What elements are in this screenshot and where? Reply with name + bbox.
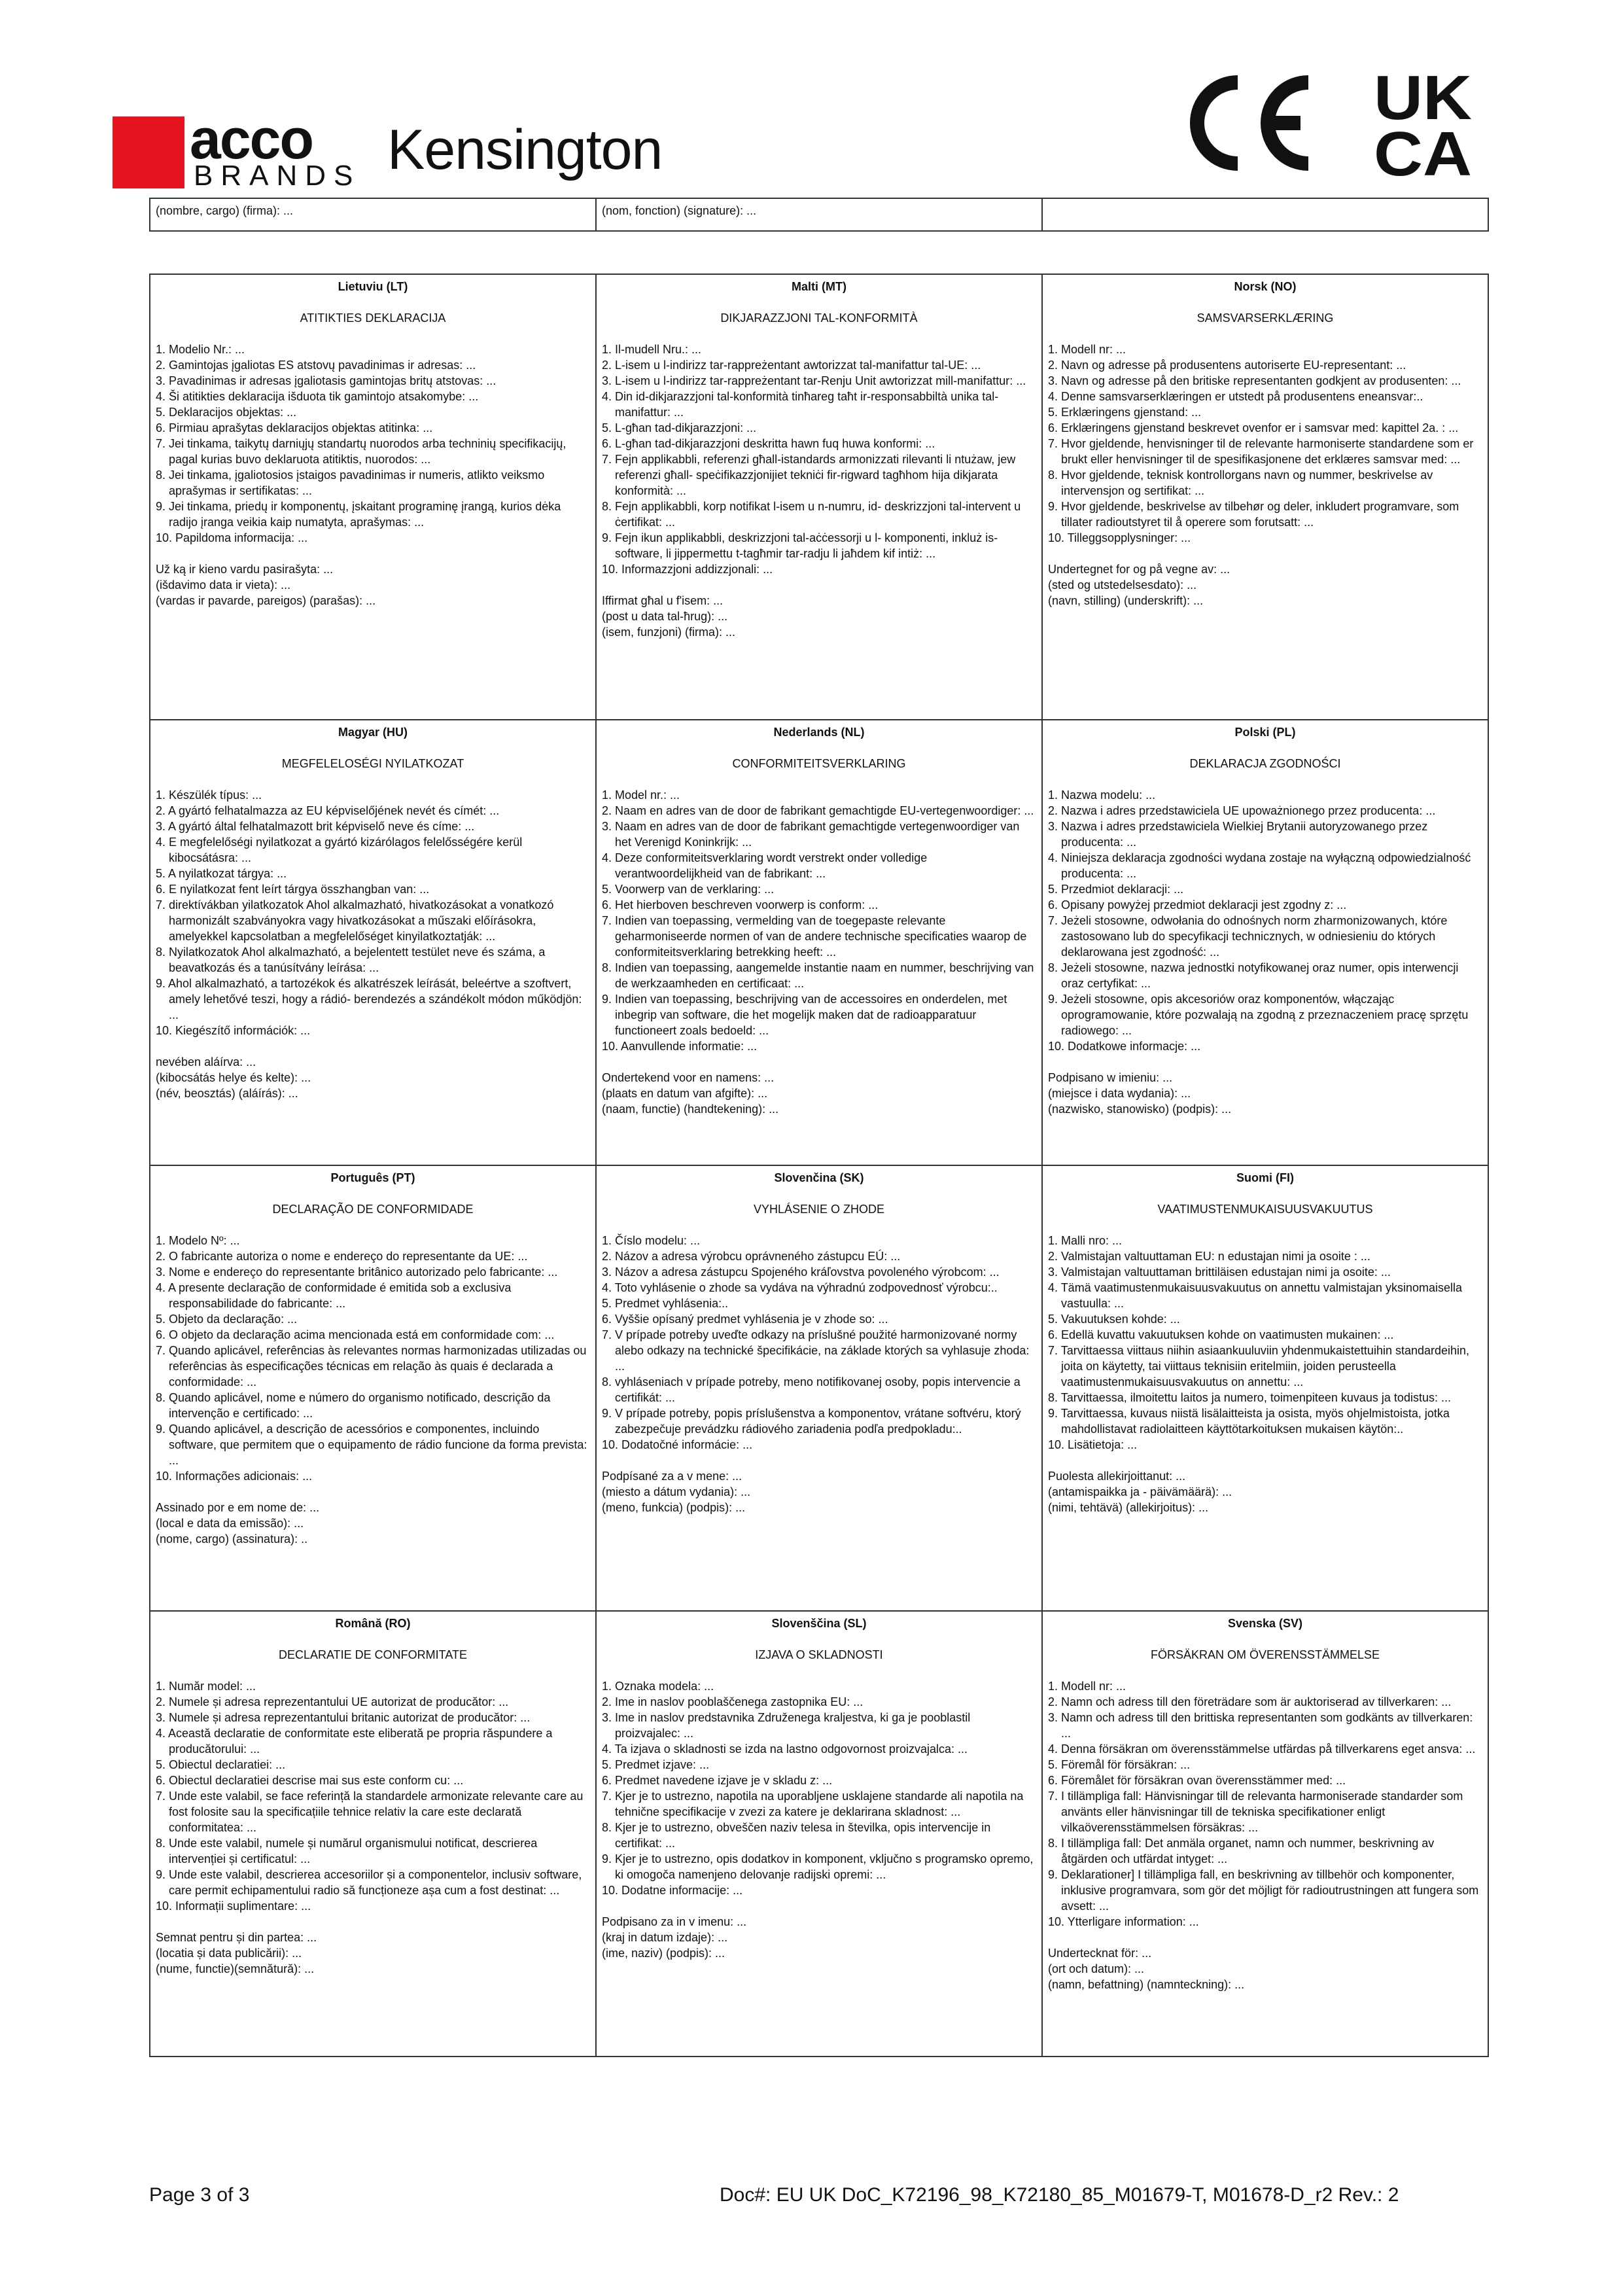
declaration-item: 9. Jeżeli stosowne, opis akcesoriów oraz komponentów, włączając oprogramowanie, które pozwalają na zgodną z przeznaczeniem pracę sprzętu radiowego: ... (1048, 993, 1469, 1037)
declaration-item: 8. Nyilatkozatok Ahol alkalmazható, a bejelentett testület neve és száma, a beavatkozás és a tanúsítvány leírása: ... (156, 945, 546, 974)
declaration-item: 3. Nome e endereço do representante britânico autorizado pelo fabricante: ... (156, 1265, 558, 1279)
signature-line: (locatia și data publicării): ... (156, 1947, 302, 1960)
signature-line: (ime, naziv) (podpis): ... (602, 1947, 725, 1960)
declaration-item: 5. Föremål för försäkran: ... (1048, 1758, 1191, 1771)
declaration-item: 6. Obiectul declaratiei descrise mai sus este conform cu: ... (156, 1774, 464, 1787)
language-heading: Suomi (FI) (1236, 1171, 1294, 1184)
signature-line: (meno, funkcia) (podpis): ... (602, 1501, 746, 1514)
declaration-item: 2. Gamintojas įgaliotas ES atstovų pavadinimas ir adresas: ... (156, 359, 476, 372)
declaration-item: 4. Din id-dikjarazzjoni tal-konformità tinħareg taħt ir-responsabbiltà unika tal- manifattur: ... (602, 390, 999, 419)
declaration-item: 6. O objeto da declaração acima mencionada está em conformidade com: ... (156, 1328, 555, 1341)
declaration-item: 1. Číslo modelu: ... (602, 1234, 701, 1247)
signature-block (1048, 1945, 1482, 1992)
declaration-items (156, 1233, 590, 1484)
kensington-wordmark: Kensington (387, 118, 663, 181)
declaration-item: 8. Indien van toepassing, aangemelde instantie naam en nummer, beschrijving van de werkzaamheden en certificaat: ... (602, 961, 1034, 990)
language-heading: Lietuviu (LT) (338, 280, 408, 293)
signature-line: Assinado por e em nome de: ... (156, 1501, 320, 1514)
declaration-item: 10. Tilleggsopplysninger: ... (1048, 531, 1191, 544)
declarations-row (150, 1611, 1488, 2057)
declaration-item: 8. vyhláseniach v prípade potreby, meno notifikovanej osoby, popis intervencie a certifikát: ... (602, 1375, 1021, 1404)
signature-line: (sted og utstedelsesdato): ... (1048, 578, 1197, 592)
declaration-item: 5. Vakuutuksen kohde: ... (1048, 1313, 1180, 1326)
declaration-item: 1. Model nr.: ... (602, 788, 680, 802)
declaration-title: DEKLARACJA ZGODNOŚCI (1189, 757, 1341, 770)
declaration-item: 1. Modell nr: ... (1048, 1680, 1126, 1693)
declaration-title: CONFORMITEITSVERKLARING (732, 757, 906, 770)
declaration-item: 6. Het hierboven beschreven voorwerp is conform: ... (602, 898, 879, 911)
declaration-item: 2. Navn og adresse på produsentens autoriserte EU-representant: ... (1048, 359, 1406, 372)
declaration-items (1048, 1678, 1482, 1930)
declaration-item: 6. Edellä kuvattu vakuutuksen kohde on vaatimusten mukainen: ... (1048, 1328, 1394, 1341)
declaration-items (1048, 1233, 1482, 1453)
declaration-item: 10. Informazzjoni addizzjonali: ... (602, 563, 773, 576)
declaration-items (602, 342, 1036, 577)
declaration-item: 10. Ytterligare information: ... (1048, 1915, 1199, 1928)
declaration-item: 2. O fabricante autoriza o nome e endereço do representante da UE: ... (156, 1250, 528, 1263)
declaration-cell (596, 1611, 1042, 2057)
signature-line: Iffirmat għal u f'isem: ... (602, 594, 724, 607)
declaration-item: 8. Tarvittaessa, ilmoitettu laitos ja numero, toimenpiteen kuvaus ja todistus: ... (1048, 1391, 1451, 1404)
declaration-title: DIKJARAZZJONI TAL-KONFORMITÀ (720, 311, 918, 325)
declaration-item: 6. Predmet navedene izjave je v skladu z: ... (602, 1774, 833, 1787)
signature-line: (namn, befattning) (namnteckning): ... (1048, 1978, 1245, 1991)
declaration-item: 4. Ta izjava o skladnosti se izda na lastno odgovornost proizvajalca: ... (602, 1742, 968, 1756)
declaration-item: 10. Lisätietoja: ... (1048, 1438, 1138, 1451)
declaration-item: 7. Kjer je to ustrezno, napotila na uporabljene usklajene standarde ali napotila na tehnične specifikacije v zvezi za katere je deklarirana skladnost: ... (602, 1790, 1024, 1818)
declaration-item: 4. E megfelelőségi nyilatkozat a gyártó kizárólagos felelősségére kerül kibocsátásra: ... (156, 836, 523, 864)
acco-kensington-logo (113, 108, 701, 192)
signature-line: Puolesta allekirjoittanut: ... (1048, 1470, 1186, 1483)
declaration-item: 9. Tarvittaessa, kuvaus niistä lisälaitteista ja osista, myös ohjelmistoista, jotka mahdollistavat radiolaitteen käyttötarkoituksen mukaisen käytön:.. (1048, 1407, 1450, 1436)
declaration-item: 7. I tillämpliga fall: Hänvisningar till de relevanta harmoniserade standarder som använts eller hänvisningar till de tekniska specifikationer enligt vilkaöverensstämmelsen försäkras: ... (1048, 1790, 1463, 1834)
declaration-item: 9. Kjer je to ustrezno, opis dodatkov in komponent, vključno s programsko opremo, ki omogoča namenjeno delovanje radijski opremi: ... (602, 1852, 1034, 1881)
declaration-item: 8. I tillämpliga fall: Det anmäla organet, namn och nummer, beskrivning av åtgärden och utfärdat intyget: ... (1048, 1837, 1435, 1865)
declaration-cell (1042, 1611, 1488, 2057)
signature-line: (naam, functie) (handtekening): ... (602, 1103, 779, 1116)
declaration-item: 6. L-għan tad-dikjarazzjoni deskritta hawn fuq huwa konformi: ... (602, 437, 935, 450)
declaration-item: 6. Erklæringens gjenstand beskrevet ovenfor er i samsvar med: kapittel 2a. : ... (1048, 421, 1459, 434)
declaration-item: 6. Vyššie opísaný predmet vyhlásenia je v zhode so: ... (602, 1313, 888, 1326)
declaration-item: 5. Obiectul declaratiei: ... (156, 1758, 286, 1771)
ce-ukca-marks (1178, 65, 1492, 183)
declarations-body (150, 274, 1488, 2057)
declaration-items (156, 342, 590, 546)
signature-line: Undertecknat för: ... (1048, 1947, 1152, 1960)
declaration-item: 4. A presente declaração de conformidade é emitida sob a exclusiva responsabilidade do fabricante: ... (156, 1281, 512, 1310)
declaration-item: 7. Jei tinkama, taikytų darniųjų standartų nuorodos arba techninių specifikacijų, pagal kurias buvo deklaruota atitiktis, nuorodos: ... (156, 437, 567, 466)
declaration-item: 4. Deze conformiteitsverklaring wordt verstrekt onder volledige verantwoordelijkheid van de fabrikant: ... (602, 851, 928, 880)
declaration-item: 7. Tarvittaessa viittaus niihin asiaankuuluviin yhdenmukaistettuihin standardeihin, joita on käytetty, tai viittaus teknisiin eritelmiin, joiden perusteella vaatimustenmukaisuusvakuutus on annettu: ... (1048, 1344, 1470, 1388)
top-strip-cell: (nom, fonction) (signature): ... (596, 198, 1042, 231)
declaration-title: DECLARATIE DE CONFORMITATE (278, 1648, 468, 1661)
declarations-row (150, 1165, 1488, 1611)
signature-block (156, 1930, 590, 1977)
declaration-item: 1. Modell nr: ... (1048, 343, 1126, 356)
declaration-item: 4. Denna försäkran om överensstämmelse utfärdas på tillverkarens eget ansva: ... (1048, 1742, 1476, 1756)
brands-wordmark: BRANDS (194, 160, 361, 192)
declaration-item: 4. Niniejsza deklaracja zgodności wydana zostaje na wyłączną odpowiedzialność producenta: ... (1048, 851, 1471, 880)
declaration-items (602, 787, 1036, 1054)
declaration-item: 3. L-isem u l-indirizz tar-rappreżentant tar-Renju Unit awtorizzat mill-manifattur: ... (602, 374, 1026, 387)
uk-mark-text: UK (1374, 65, 1472, 133)
declaration-item: 2. L-isem u l-indirizz tar-rappreżentant awtorizzat tal-manifattur tal-UE: ... (602, 359, 981, 372)
declaration-item: 3. Naam en adres van de door de fabrikant gemachtigde vertegenwoordiger van het Verenigd Koninkrijk: ... (602, 820, 1020, 849)
declaration-items (156, 1678, 590, 1914)
declaration-item: 5. Przedmiot deklaracji: ... (1048, 883, 1184, 896)
declaration-item: 9. Jei tinkama, priedų ir komponentų, įskaitant programinę įrangą, kurios dėka radijo įranga veikia kaip numatyta, aprašymas: ... (156, 500, 561, 529)
signature-line: Ondertekend voor en namens: ... (602, 1071, 775, 1084)
declarations-table (149, 274, 1489, 2057)
signature-line: (nimi, tehtävä) (allekirjoitus): ... (1048, 1501, 1209, 1514)
signature-line: (vardas ir pavarde, pareigos) (parašas): ... (156, 594, 376, 607)
declaration-item: 6. Pirmiau aprašytas deklaracijos objektas atitinka: ... (156, 421, 433, 434)
declarations-row (150, 720, 1488, 1165)
declaration-item: 1. Il-mudell Nru.: ... (602, 343, 702, 356)
signature-line: nevében aláírva: ... (156, 1055, 256, 1069)
declaration-item: 7. Indien van toepassing, vermelding van de toegepaste relevante geharmoniseerde normen of van de andere technische specificaties waarop de conformiteitsverklaring betrekking heeft: ... (602, 914, 1027, 959)
declaration-item: 8. Hvor gjeldende, teknisk kontrollorgans navn og nummer, beskrivelse av intervensjon og sertifikat: ... (1048, 468, 1433, 497)
signature-block (156, 1500, 590, 1547)
signature-line: (miejsce i data wydania): ... (1048, 1087, 1191, 1100)
declaration-item: 6. E nyilatkozat fent leírt tárgya összhangban van: ... (156, 883, 430, 896)
signature-line: (miesto a dátum vydania): ... (602, 1485, 751, 1498)
declaration-item: 8. Jeżeli stosowne, nazwa jednostki notyfikowanej oraz numer, opis interwencji oraz certyfikat: ... (1048, 961, 1459, 990)
declaration-item: 1. Oznaka modela: ... (602, 1680, 714, 1693)
language-heading: Slovenčina (SK) (774, 1171, 864, 1184)
declaration-item: 1. Număr model: ... (156, 1680, 256, 1693)
declaration-cell (1042, 1165, 1488, 1611)
declaration-item: 9. Ahol alkalmazható, a tartozékok és alkatrészek leírását, beleértve a szoftvert, amely lehetővé teszi, hogy a rádió- berendezés a szándékolt módon működjön: ... (156, 977, 582, 1021)
declaration-items (602, 1233, 1036, 1453)
signature-line: (navn, stilling) (underskrift): ... (1048, 594, 1204, 607)
declaration-cell (150, 720, 596, 1165)
footer-doc-number: Doc#: EU UK DoC_K72196_98_K72180_85_M01679-T, M01678-D_r2 Rev.: 2 (720, 2184, 1399, 2206)
signature-block (602, 1070, 1036, 1117)
top-strip-cell: (nombre, cargo) (firma): ... (150, 198, 596, 231)
declaration-item: 8. Unde este valabil, numele și numărul organismului notificat, descrierea intervenției și certificatul: ... (156, 1837, 538, 1865)
language-heading: Slovenščina (SL) (771, 1617, 867, 1630)
declaration-item: 3. A gyártó által felhatalmazott brit képviselő neve és címe: ... (156, 820, 475, 833)
signature-block (1048, 561, 1482, 609)
declaration-item: 1. Készülék típus: ... (156, 788, 262, 802)
declaration-item: 3. Nazwa i adres przedstawiciela Wielkiej Brytanii autoryzowanego przez producenta: ... (1048, 820, 1428, 849)
declaration-title: MEGFELELOSÉGI NYILATKOZAT (281, 757, 464, 770)
declaration-item: 2. Numele și adresa reprezentantului UE autorizat de producător: ... (156, 1695, 509, 1708)
declaration-item: 7. Jeżeli stosowne, odwołania do odnośnych norm zharmonizowanych, które zastosowano lub do specyfikacji technicznych, w odniesieniu do których deklarowana jest zgodność: ... (1048, 914, 1448, 959)
declaration-item: 10. Informações adicionais: ... (156, 1470, 313, 1483)
declaration-cell (596, 720, 1042, 1165)
declaration-item: 3. Navn og adresse på den britiske representanten godkjent av produsenten: ... (1048, 374, 1461, 387)
declaration-item: 4. Această declaratie de conformitate este eliberată pe propria răspundere a producătorului: ... (156, 1727, 553, 1756)
signature-line: (kibocsátás helye és kelte): ... (156, 1071, 311, 1084)
signature-line: (antamispaikka ja - päivämäärä): ... (1048, 1485, 1232, 1498)
signature-block (156, 561, 590, 609)
signature-line: (plaats en datum van afgifte): ... (602, 1087, 768, 1100)
declaration-item: 3. Pavadinimas ir adresas įgaliotasis gamintojas britų atstovas: ... (156, 374, 497, 387)
signature-line: (kraj in datum izdaje): ... (602, 1931, 728, 1944)
signature-block (602, 1914, 1036, 1961)
declaration-item: 2. Nazwa i adres przedstawiciela UE upoważnionego przez producenta: ... (1048, 804, 1436, 817)
declaration-item: 3. Valmistajan valtuuttaman brittiläisen edustajan nimi ja osoite: ... (1048, 1265, 1391, 1279)
signature-line: (local e data da emissão): ... (156, 1517, 304, 1530)
language-heading: Malti (MT) (792, 280, 846, 293)
signature-block (156, 1054, 590, 1101)
declaration-cell (596, 1165, 1042, 1611)
declaration-item: 10. Informații suplimentare: ... (156, 1899, 311, 1913)
declaration-item: 4. Denne samsvarserklæringen er utstedt på produsentens eneansvar:.. (1048, 390, 1423, 403)
declaration-cell (150, 274, 596, 720)
declaration-cell (596, 274, 1042, 720)
signature-line: (nome, cargo) (assinatura): .. (156, 1532, 308, 1545)
declaration-title: VYHLÁSENIE O ZHODE (753, 1203, 885, 1216)
declaration-item: 6. Opisany powyżej przedmiot deklaracji jest zgodny z: ... (1048, 898, 1347, 911)
declaration-item: 7. Unde este valabil, se face referință la standardele armonizate relevante care au fost folosite sau la specificațiile tehnice relativ la care este declarată conformitatea: ... (156, 1790, 584, 1834)
declaration-item: 10. Dodatne informacije: ... (602, 1884, 743, 1897)
declaration-item: 9. Unde este valabil, descrierea accesoriilor și a componentelor, inclusiv software, care permit echipamentului radio să funcționeze așa cum a fost destinat: ... (156, 1868, 582, 1897)
declaration-item: 10. Aanvullende informatie: ... (602, 1040, 758, 1053)
declaration-item: 9. V prípade potreby, popis príslušenstva a komponentov, vrátane softvéru, ktorý zabezpečuje prevádzku rádiového zariadenia podľa predpokladu:.. (602, 1407, 1021, 1436)
signature-line: Už ką ir kieno vardu pasirašyta: ... (156, 563, 334, 576)
signature-line: (nume, functie)(semnătură): ... (156, 1962, 315, 1975)
language-heading: Svenska (SV) (1227, 1617, 1303, 1630)
signature-line: Podpisano za in v imenu: ... (602, 1915, 747, 1928)
ca-mark-text: CA (1374, 119, 1472, 183)
declaration-item: 5. Deklaracijos objektas: ... (156, 406, 297, 419)
signature-line: Semnat pentru și din partea: ... (156, 1931, 317, 1944)
declaration-item: 5. L-għan tad-dikjarazzjoni: ... (602, 421, 757, 434)
declaration-item: 9. Quando aplicável, a descrição de acessórios e componentes, incluindo software, que permitem que o equipamento de rádio funcione da forma prevista: ... (156, 1422, 587, 1467)
declaration-item: 7. Hvor gjeldende, henvisninger til de relevante harmoniserte standardene som er brukt eller henvisninger til de spesifikasjonene det erklæres samsvar med: ... (1048, 437, 1474, 466)
acco-wordmark: acco (190, 108, 313, 171)
footer-page-number: Page 3 of 3 (149, 2184, 250, 2206)
signature-line: Podpisano w imieniu: ... (1048, 1071, 1173, 1084)
language-heading: Magyar (HU) (338, 726, 408, 739)
declaration-item: 4. Ši atitikties deklaracija išduota tik gamintojo atsakomybe: ... (156, 390, 479, 403)
signature-line: Podpísané za a v mene: ... (602, 1470, 742, 1483)
declaration-item: 5. Objeto da declaração: ... (156, 1313, 298, 1326)
declaration-item: 9. Indien van toepassing, beschrijving van de accessoires en onderdelen, met inbegrip van software, die het mogelijk maken dat de radioapparatuur functioneert zoals bedoeld: ... (602, 993, 1007, 1037)
declaration-title: VAATIMUSTENMUKAISUUSVAKUUTUS (1157, 1203, 1373, 1216)
signature-line: (isem, funzjoni) (firma): ... (602, 626, 736, 639)
declaration-item: 10. Dodatkowe informacje: ... (1048, 1040, 1201, 1053)
declaration-item: 9. Fejn ikun applikabbli, deskrizzjoni tal-aċċessorji u l- komponenti, inkluż is- software, li jippermettu t-tagħmir tar-radju li jaħdem kif intiż: ... (602, 531, 998, 560)
declaration-item: 5. Predmet vyhlásenia:.. (602, 1297, 729, 1310)
declaration-item: 1. Modelio Nr.: ... (156, 343, 245, 356)
signature-line: (ort och datum): ... (1048, 1962, 1145, 1975)
declaration-item: 3. Ime in naslov predstavnika Združenega kraljestva, ki ga je pooblastil proizvajalec: ... (602, 1711, 971, 1740)
language-heading: Português (PT) (330, 1171, 415, 1184)
signature-line: (név, beosztás) (aláírás): ... (156, 1087, 298, 1100)
declaration-items (1048, 787, 1482, 1054)
language-heading: Nederlands (NL) (773, 726, 865, 739)
declaration-item: 8. Kjer je to ustrezno, obveščen naziv telesa in številka, opis intervencije in certifikat: ... (602, 1821, 991, 1850)
acco-red-square-icon (113, 116, 184, 188)
declaration-item: 9. Deklarationer] I tillämpliga fall, en beskrivning av tillbehör och komponenter, inklusive programvara, som gör det möjligt för radioutrustningen att fungera som avsett: ... (1048, 1868, 1479, 1913)
signature-line: Undertegnet for og på vegne av: ... (1048, 563, 1230, 576)
signature-line: (post u data tal-ħrug): ... (602, 610, 728, 623)
declaration-item: 3. Namn och adress till den brittiska representanten som godkänts av tillverkaren: ... (1048, 1711, 1473, 1740)
declaration-item: 3. Názov a adresa zástupcu Spojeného kráľovstva povoleného výrobcom: ... (602, 1265, 1000, 1279)
declaration-item: 6. Föremålet för försäkran ovan överensstämmer med: ... (1048, 1774, 1346, 1787)
signature-block (1048, 1070, 1482, 1117)
declaration-items (156, 787, 590, 1038)
top-strip-cell (1042, 198, 1488, 231)
declaration-item: 1. Malli nro: ... (1048, 1234, 1123, 1247)
signature-line: (išdavimo data ir vieta): ... (156, 578, 291, 592)
declaration-item: 2. Ime in naslov pooblaščenega zastopnika EU: ... (602, 1695, 864, 1708)
declaration-item: 7. Quando aplicável, referências às relevantes normas harmonizadas utilizadas ou referências às especificações técnicas em relação às quais é declarada a conformidade: ... (156, 1344, 587, 1388)
declaration-item: 8. Jei tinkama, įgaliotosios įstaigos pavadinimas ir numeris, atlikto veiksmo aprašymas ir sertifikatas: ... (156, 468, 545, 497)
signature-block (602, 1468, 1036, 1515)
declaration-cell (1042, 720, 1488, 1165)
declaration-item: 1. Modelo Nº: ... (156, 1234, 240, 1247)
declaration-item: 7. Fejn applikabbli, referenzi għall-istandards armonizzati rilevanti li ntużaw, jew referenzi għall- speċifikazzjonijiet tekniċi fir-rigward tagħhom hija dikjarata konformità: ... (602, 453, 1016, 497)
declarations-row (150, 274, 1488, 720)
declaration-item: 1. Nazwa modelu: ... (1048, 788, 1156, 802)
signature-line: (nazwisko, stanowisko) (podpis): ... (1048, 1103, 1232, 1116)
declaration-title: FÖRSÄKRAN OM ÖVERENSSTÄMMELSE (1150, 1648, 1380, 1661)
declaration-item: 7. V prípade potreby uveďte odkazy na príslušné použité harmonizované normy alebo odkazy na technické špecifikácie, na základe ktorých sa vyhlasuje zhoda: ... (602, 1328, 1030, 1373)
declaration-item: 5. Voorwerp van de verklaring: ... (602, 883, 775, 896)
declaration-title: SAMSVARSERKLÆRING (1196, 311, 1334, 325)
declaration-item: 2. Naam en adres van de door de fabrikant gemachtigde EU-vertegenwoordiger: ... (602, 804, 1034, 817)
declaration-cell (1042, 274, 1488, 720)
ce-mark-icon (1197, 82, 1308, 164)
declaration-item: 8. Quando aplicável, nome e número do organismo notificado, descrição da intervenção e certificado: ... (156, 1391, 551, 1420)
declaration-item: 2. Valmistajan valtuuttaman EU: n edustajan nimi ja osoite : ... (1048, 1250, 1370, 1263)
declaration-title: DECLARAÇÃO DE CONFORMIDADE (272, 1203, 474, 1216)
declaration-item: 8. Fejn applikabbli, korp notifikat l-isem u n-numru, id- deskrizzjoni tal-intervent u ċertifikat: ... (602, 500, 1021, 529)
declaration-item: 5. A nyilatkozat tárgya: ... (156, 867, 287, 880)
signature-block (602, 593, 1036, 640)
declaration-cell (150, 1165, 596, 1611)
declaration-title: ATITIKTIES DEKLARACIJA (300, 311, 446, 325)
declaration-item: 2. A gyártó felhatalmazza az EU képviselőjének nevét és címét: ... (156, 804, 500, 817)
language-heading: Română (RO) (335, 1617, 411, 1630)
declaration-item: 5. Predmet izjave: ... (602, 1758, 710, 1771)
language-heading: Polski (PL) (1234, 726, 1296, 739)
declaration-cell (150, 1611, 596, 2057)
declaration-item: 2. Názov a adresa výrobcu oprávneného zástupcu EÚ: ... (602, 1250, 901, 1263)
signature-block (1048, 1468, 1482, 1515)
declaration-item: 9. Hvor gjeldende, beskrivelse av tilbehør og deler, inkludert programvare, som tillater radioutstyret til å operere som forutsatt: ... (1048, 500, 1459, 529)
declaration-items (1048, 342, 1482, 546)
declaration-item: 4. Toto vyhlásenie o zhode sa vydáva na výhradnú zodpovednosť výrobcu:.. (602, 1281, 998, 1294)
top-strip-table (149, 198, 1489, 232)
declaration-items (602, 1678, 1036, 1898)
declaration-item: 10. Kiegészítő információk: ... (156, 1024, 311, 1037)
language-heading: Norsk (NO) (1234, 280, 1297, 293)
declaration-title: IZJAVA O SKLADNOSTI (755, 1648, 883, 1661)
declaration-item: 3. Numele și adresa reprezentantului britanic autorizat de producător: ... (156, 1711, 531, 1724)
declaration-item: 4. Tämä vaatimustenmukaisuusvakuutus on annettu valmistajan yksinomaisella vastuulla: ... (1048, 1281, 1462, 1310)
declaration-item: 10. Dodatočné informácie: ... (602, 1438, 753, 1451)
declaration-item: 7. direktívákban yilatkozatok Ahol alkalmazható, hivatkozásokat a vonatkozó harmonizált szabványokra vagy hivatkozásokat a műszaki előírásokra, amelyekkel kapcsolatban a megfelelőséget kinyilatkoztatják: ... (156, 898, 554, 943)
declaration-item: 5. Erklæringens gjenstand: ... (1048, 406, 1202, 419)
declaration-item: 2. Namn och adress till den företrädare som är auktoriserad av tillverkaren: ... (1048, 1695, 1452, 1708)
declaration-item: 10. Papildoma informacija: ... (156, 531, 308, 544)
